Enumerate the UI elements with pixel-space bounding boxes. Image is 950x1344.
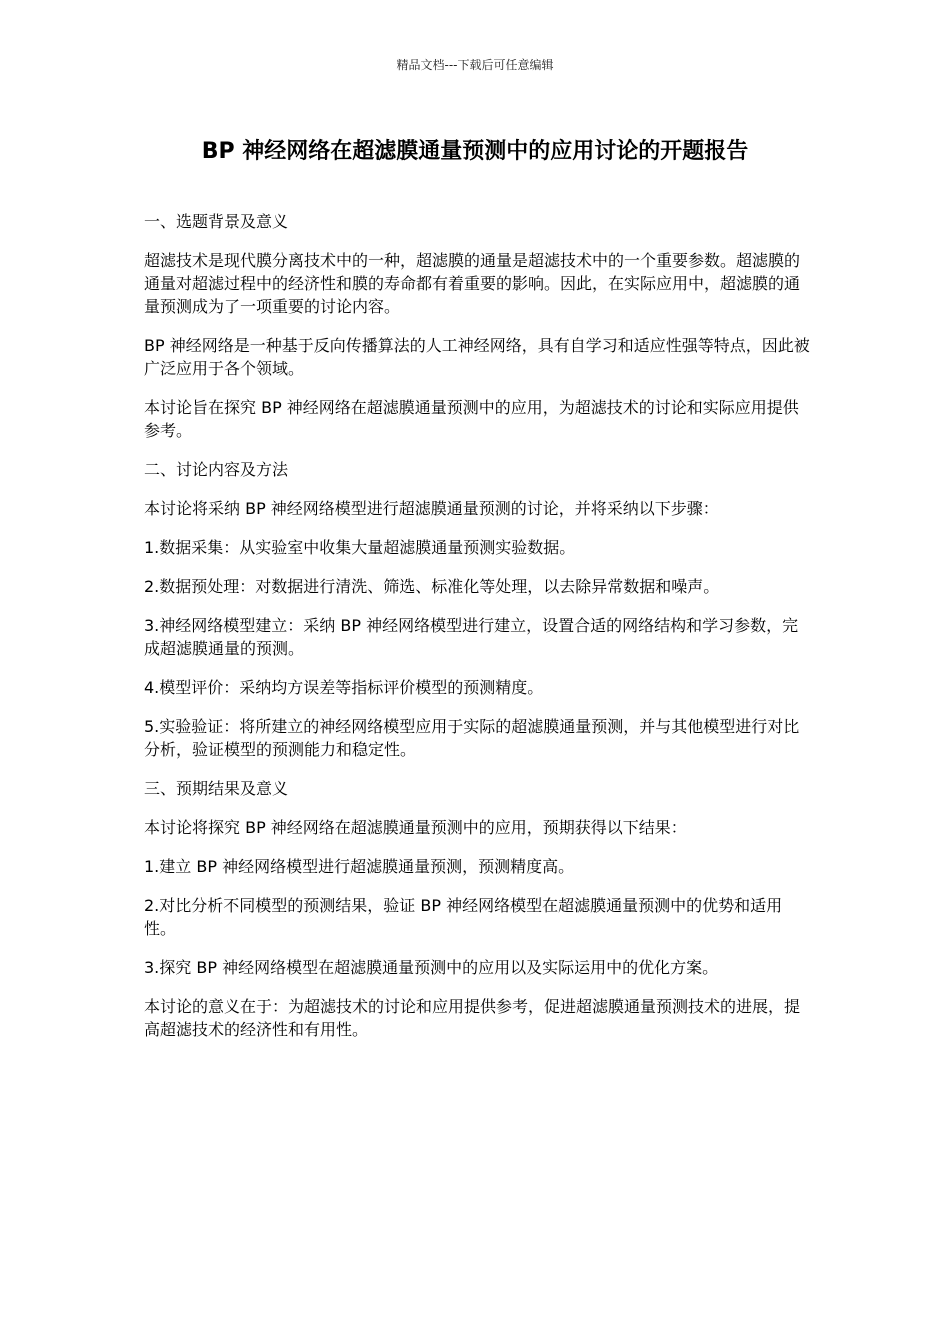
section-heading-content-method: 二、讨论内容及方法 — [144, 460, 289, 479]
document-title: BP 神经网络在超滤膜通量预测中的应用讨论的开题报告 — [201, 139, 749, 164]
document-body — [144, 210, 812, 1057]
paragraph-significance: 本讨论的意义在于：为超滤技术的讨论和应用提供参考，促进超滤膜通量预测技术的进展，提高超滤技术的经济性和有用性。 — [144, 997, 801, 1039]
list-item-result-1: 1.建立 BP 神经网络模型进行超滤膜通量预测，预测精度高。 — [144, 857, 575, 876]
paragraph-research-aim: 本讨论旨在探究 BP 神经网络在超滤膜通量预测中的应用，为超滤技术的讨论和实际应用提供参考。 — [144, 398, 799, 440]
list-item-step-4: 4.模型评价：采纳均方误差等指标评价模型的预测精度。 — [144, 678, 544, 697]
paragraph-ultrafiltration-intro: 超滤技术是现代膜分离技术中的一种，超滤膜的通量是超滤技术中的一个重要参数。超滤膜的通量对超滤过程中的经济性和膜的寿命都有着重要的影响。因此，在实际应用中，超滤膜的通量预测成为了一项重要的讨论内容。 — [144, 251, 801, 316]
page-header: 精品文档---下载后可任意编辑 — [396, 58, 554, 72]
list-item-step-1: 1.数据采集：从实验室中收集大量超滤膜通量预测实验数据。 — [144, 538, 576, 557]
paragraph-results-intro: 本讨论将探究 BP 神经网络在超滤膜通量预测中的应用，预期获得以下结果： — [144, 818, 687, 837]
section-heading-expected-results: 三、预期结果及意义 — [144, 779, 289, 798]
list-item-result-2: 2.对比分析不同模型的预测结果，验证 BP 神经网络模型在超滤膜通量预测中的优势和适用性。 — [144, 896, 783, 938]
list-item-result-3: 3.探究 BP 神经网络模型在超滤膜通量预测中的应用以及实际运用中的优化方案。 — [144, 958, 719, 977]
paragraph-bp-network-intro: BP 神经网络是一种基于反向传播算法的人工神经网络，具有自学习和适应性强等特点，因此被广泛应用于各个领域。 — [144, 336, 810, 378]
list-item-step-2: 2.数据预处理：对数据进行清洗、筛选、标准化等处理，以去除异常数据和噪声。 — [144, 577, 720, 596]
paragraph-steps-intro: 本讨论将采纳 BP 神经网络模型进行超滤膜通量预测的讨论，并将采纳以下步骤： — [144, 499, 719, 518]
list-item-step-5: 5.实验验证：将所建立的神经网络模型应用于实际的超滤膜通量预测，并与其他模型进行对比分析，验证模型的预测能力和稳定性。 — [144, 717, 800, 759]
section-heading-background: 一、选题背景及意义 — [144, 212, 289, 231]
list-item-step-3: 3.神经网络模型建立：采纳 BP 神经网络模型进行建立，设置合适的网络结构和学习参数，完成超滤膜通量的预测。 — [144, 616, 799, 658]
